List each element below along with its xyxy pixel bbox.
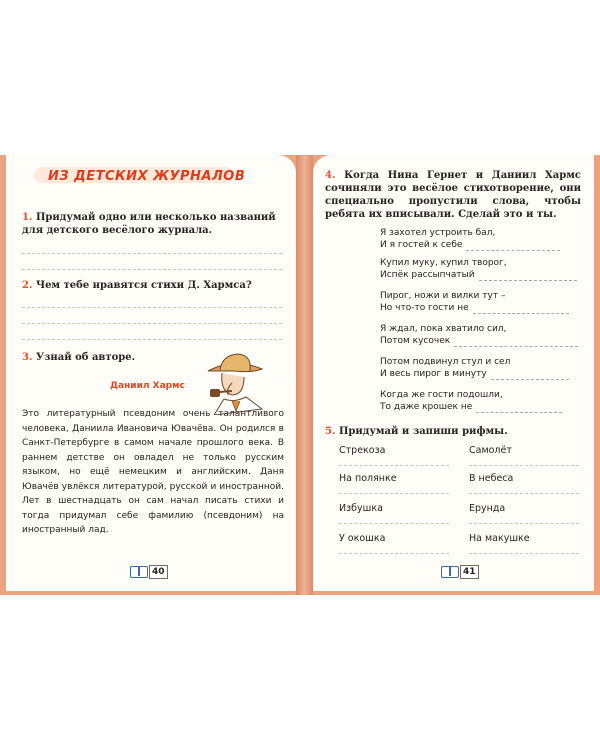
rhyme-answer-line[interactable]	[469, 523, 579, 524]
page-number-41	[441, 565, 479, 579]
task-3	[22, 351, 222, 364]
rhyme-word: На макушке	[469, 533, 530, 544]
poem-line: Купил муку, купил творог,	[380, 258, 507, 268]
rhyme-word: Избушка	[339, 503, 383, 514]
task-1-number: 1.	[22, 212, 33, 223]
fill-in-blank[interactable]	[473, 305, 569, 314]
task-2-text: Чем тебе нравятся стихи Д. Хармса?	[35, 280, 252, 291]
poem-line-with-blank: Но что-то гости не	[380, 302, 569, 314]
poem-stanza-2	[380, 257, 577, 281]
poem-line: Потом подвинул стул и сел	[380, 357, 511, 367]
poem-line-with-blank: Испёк рассыпчатый	[380, 269, 577, 281]
poem-line: Пирог, ножи и вилки тут –	[380, 291, 506, 301]
rhyme-answer-line[interactable]	[339, 553, 449, 554]
left-page	[6, 155, 296, 591]
poem-line-with-blank: И я гостей к себе	[380, 239, 560, 251]
rhyme-answer-line[interactable]	[469, 493, 579, 494]
book-spread	[0, 155, 600, 595]
task-4	[325, 169, 581, 221]
poem-stanza-5	[380, 356, 569, 380]
right-page	[313, 155, 594, 591]
rhyme-word: В небеса	[469, 473, 514, 484]
page-number-label: 41	[460, 565, 479, 579]
rhyme-answer-line[interactable]	[469, 553, 579, 554]
answer-line[interactable]	[22, 253, 282, 254]
answer-line[interactable]	[22, 269, 282, 270]
fill-in-blank[interactable]	[466, 242, 560, 251]
rhyme-answer-line[interactable]	[469, 465, 579, 466]
kharms-portrait-illustration	[204, 349, 266, 415]
rhyme-word: Стрекоза	[339, 445, 386, 456]
poem-stanza-3	[380, 290, 569, 314]
answer-line[interactable]	[22, 307, 282, 308]
page-number-label: 40	[149, 565, 168, 579]
task-4-text: Когда Нина Гернет и Даниил Хармс сочиняли это весёлое стихотворение, они специально пропустили слова, чтобы ребята их вписывали. Сделай это и ты.	[325, 170, 582, 220]
poem-line-with-blank: То даже крошек не	[380, 401, 562, 413]
task-2-number: 2.	[22, 280, 33, 291]
author-name: Даниил Хармс	[110, 381, 185, 391]
task-1-text: Придумай одно или несколько названий для детского весёлого журнала.	[22, 212, 276, 236]
rhyme-word: На полянке	[339, 473, 397, 484]
task-3-number: 3.	[22, 352, 33, 363]
task-5-text: Придумай и запиши рифмы.	[338, 426, 508, 437]
poem-line: Я захотел устроить бал,	[380, 228, 496, 238]
rhyme-word: У окошка	[339, 533, 386, 544]
author-biography: Это литературный псевдоним очень талантливого человека, Даниила Ивановича Ювачёва. Он родился в Санкт-Петербурге в самом начале прошлого века. В раннем детстве он овладел не только русским языком, но ещё немецким и английским. Даня Ювачёв увлёкся литературой, русской и иностранной. Лет в шестнадцать он сам начал писать стихи и тогда придумал себе фамилию (псевдоним) на иностранный лад.	[22, 409, 284, 535]
poem-line-with-blank: И весь пирог в минуту	[380, 368, 569, 380]
fill-in-blank[interactable]	[454, 338, 578, 347]
fill-in-blank[interactable]	[479, 272, 577, 281]
rhyme-word: Ерунда	[469, 503, 506, 514]
answer-line[interactable]	[22, 339, 282, 340]
task-5	[325, 425, 581, 438]
task-4-number: 4.	[325, 170, 336, 181]
fill-in-blank[interactable]	[476, 404, 562, 413]
answer-line[interactable]	[22, 323, 282, 324]
task-3-text: Узнай об авторе.	[35, 352, 136, 363]
poem-line: Когда же гости подошли,	[380, 390, 503, 400]
task-2	[22, 279, 284, 292]
page-number-40	[130, 565, 168, 579]
fill-in-blank[interactable]	[491, 371, 569, 380]
rhyme-answer-line[interactable]	[339, 523, 449, 524]
task-5-number: 5.	[325, 426, 336, 437]
task-1	[22, 211, 284, 237]
rhyme-word: Самолёт	[469, 445, 512, 456]
rhyme-answer-line[interactable]	[339, 493, 449, 494]
book-gutter	[296, 155, 313, 595]
poem-stanza-6	[380, 389, 562, 413]
rhyme-answer-line[interactable]	[339, 465, 449, 466]
poem-stanza-4	[380, 323, 578, 347]
poem-line: Я ждал, пока хватило сил,	[380, 324, 507, 334]
section-header: ИЗ ДЕТСКИХ ЖУРНАЛОВ	[48, 169, 246, 184]
poem-stanza-1	[380, 227, 560, 251]
poem-line-with-blank: Потом кусочек	[380, 335, 578, 347]
book-icon	[441, 566, 459, 578]
book-icon	[130, 566, 148, 578]
